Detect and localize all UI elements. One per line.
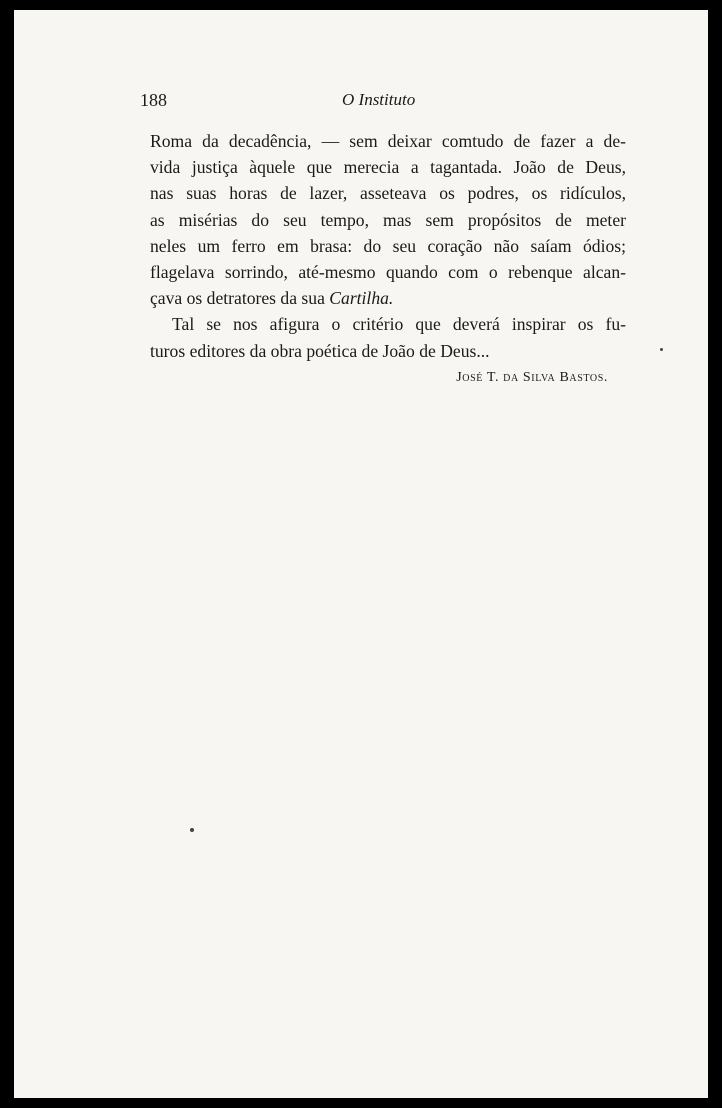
page-header — [14, 90, 708, 114]
book-page — [14, 10, 708, 1098]
text-line: flagelava sorrindo, até-mesmo quando com o rebenque alcan- — [150, 262, 626, 283]
running-title: O Instituto — [342, 90, 416, 109]
text-line: nas suas horas de lazer, asseteava os podres, os ridículos, — [150, 183, 626, 204]
paragraph-2-line: Tal se nos afigura o critério que deverá inspirar os fu- — [172, 314, 626, 335]
author-signature: José T. da Silva Bastos. — [456, 370, 608, 385]
text-line: Roma da decadência, — sem deixar comtudo de fazer a de- — [150, 131, 626, 151]
book-title-cartilha: Cartilha. — [329, 288, 394, 309]
body-text — [150, 128, 626, 364]
page-number: 188 — [140, 90, 167, 110]
text-line-prefix: çava os detratores da sua — [150, 288, 330, 309]
text-line: vida justiça àquele que merecia a tagantada. João de Deus, — [150, 157, 626, 178]
text-line: neles um ferro em brasa: do seu coração não saíam ódios; — [150, 235, 626, 256]
paragraph-2-line: turos editores da obra poética de João de Deus... — [150, 340, 490, 361]
text-line: as misérias do seu tempo, mas sem propósitos de meter — [150, 209, 626, 230]
page-speck-mark — [190, 828, 194, 832]
page-speck-mark — [660, 348, 663, 351]
text-line — [150, 285, 626, 311]
